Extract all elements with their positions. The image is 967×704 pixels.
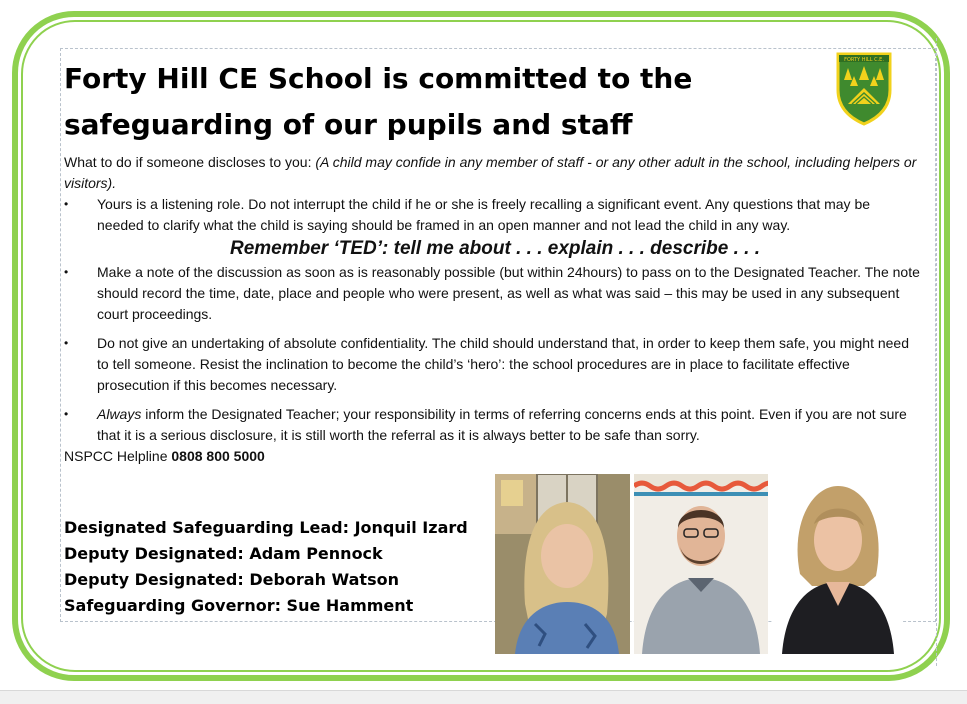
intro-lead: What to do if someone discloses to you: bbox=[64, 154, 316, 170]
photo-deborah-watson bbox=[772, 474, 902, 654]
list-item: • Yours is a listening role. Do not interrupt the child if he or she is freely recalling a significant event. Any questions that may be needed to clarify what the child is saying should be framed in an open manner and not lead the child in any way. bbox=[64, 194, 920, 236]
title-line-1: Forty Hill CE School is committed to the bbox=[64, 62, 693, 95]
guidance-list-2 bbox=[64, 262, 920, 446]
nspcc-helpline bbox=[64, 446, 920, 467]
always-emphasis: Always bbox=[97, 406, 142, 422]
guidance-body bbox=[64, 152, 920, 467]
intro-emphasis: (A child may confide in any member of staff - or any other adult in the school, including helpers or visitors). bbox=[64, 154, 917, 191]
safeguarding-contacts bbox=[64, 515, 484, 619]
crest-icon bbox=[834, 46, 894, 126]
role-line: Safeguarding Governor: Sue Hamment bbox=[64, 596, 414, 615]
intro-paragraph bbox=[64, 152, 920, 194]
guidance-list-1 bbox=[64, 194, 920, 236]
helpline-label: NSPCC Helpline bbox=[64, 448, 172, 464]
list-item: • Make a note of the discussion as soon as is reasonably possible (but within 24hours) to pass on to the Designated Teacher. The note should record the time, date, place and people who were present, as well as what was said – this may be used in any subsequent court proceedings. bbox=[64, 262, 920, 325]
school-crest-logo bbox=[834, 46, 894, 126]
crest-label: FORTY HILL C.E. bbox=[844, 57, 884, 63]
role-line: Designated Safeguarding Lead: Jonquil Izard bbox=[64, 518, 468, 537]
photo-jonquil-izard bbox=[495, 474, 630, 654]
page-bottom-bar bbox=[0, 690, 967, 704]
text-box-guide-right bbox=[923, 38, 937, 666]
photo-adam-pennock bbox=[634, 474, 768, 654]
helpline-number: 0808 800 5000 bbox=[171, 448, 265, 464]
role-line: Deputy Designated: Deborah Watson bbox=[64, 570, 399, 589]
point4-text: inform the Designated Teacher; your responsibility in terms of referring concerns ends at this point. Even if you are not sure that it is a serious disclosure, it is still worth the referral as it is always better to be safe than sorry. bbox=[97, 406, 907, 443]
ted-reminder: Remember ‘TED’: tell me about . . . explain . . . describe . . . bbox=[229, 238, 761, 259]
list-item: • Do not give an undertaking of absolute confidentiality. The child should understand that, in order to keep them safe, you might need to tell someone. Resist the inclination to become the child’s ‘hero’: the school procedures are in place to facilitate effective prosecution if this becomes necessary. bbox=[64, 333, 920, 396]
list-item bbox=[64, 404, 920, 446]
title-line-2: safeguarding of our pupils and staff bbox=[64, 108, 633, 141]
page-title bbox=[64, 56, 804, 148]
role-line: Deputy Designated: Adam Pennock bbox=[64, 544, 383, 563]
